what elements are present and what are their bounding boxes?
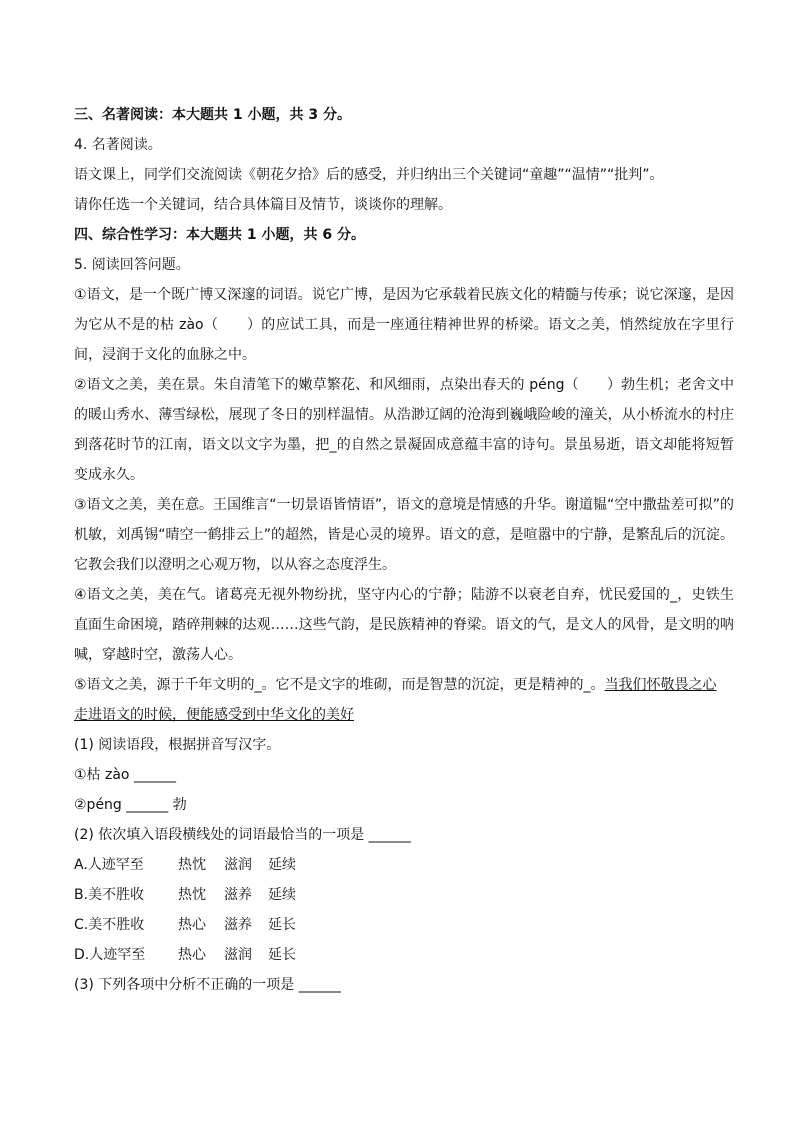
- underlined-sentence-part-2: 走进语文的时候，便能感受到中华文化的美好: [74, 707, 354, 723]
- option-label: A.人迹罕至: [74, 857, 144, 873]
- option-d: [74, 940, 734, 970]
- option-label: D.人迹罕至: [74, 947, 146, 963]
- question-5-title: 5. 阅读回答问题。: [74, 257, 190, 273]
- option-word-2: 滋养: [224, 887, 252, 903]
- option-word-1: 热心: [178, 917, 206, 933]
- question-4-text-1: 语文课上，同学们交流阅读《朝花夕拾》后的感受，并归纳出三个关键词“童趣”“温情”“批判”。: [74, 167, 664, 183]
- section-4-title: 四、综合性学习：本大题共 1 小题，共 6 分。: [74, 227, 365, 243]
- option-label: B.美不胜收: [74, 887, 145, 903]
- option-word-3: 延长: [268, 917, 296, 933]
- option-word-3: 延长: [268, 947, 296, 963]
- option-word-2: 滋润: [224, 857, 252, 873]
- underlined-sentence-part-1: 当我们怀敬畏之心: [604, 677, 717, 693]
- option-word-1: 热心: [178, 947, 206, 963]
- option-word-1: 热忱: [178, 857, 206, 873]
- question-4-title: 4. 名著阅读。: [74, 137, 162, 153]
- option-word-1: 热忱: [178, 887, 206, 903]
- passage-paragraph-1: ①语文，是一个既广博又深邃的词语。说它广博，是因为它承载着民族文化的精髓与传承；说它深邃，是因为它从不是的枯 zào（ ）的应试工具，而是一座通往精神世界的桥梁。语文之美，悄然绽放在字里行间，浸润于文化的血脉之中。: [74, 287, 734, 363]
- option-word-2: 滋润: [224, 947, 252, 963]
- section-3-title: 三、名著阅读：本大题共 1 小题，共 3 分。: [74, 107, 351, 123]
- sub-question-1: (1) 阅读语段，根据拼音写汉字。: [74, 737, 281, 753]
- sub-question-2: (2) 依次填入语段横线处的词语最恰当的一项是 ______: [74, 827, 411, 843]
- passage-paragraph-2: ②语文之美，美在景。朱自清笔下的嫩草繁花、和风细雨，点染出春天的 péng（ ）勃生机；老舍文中的暖山秀水、薄雪绿松，展现了冬日的别样温情。从浩渺辽阔的沧海到巍峨险峻的潼关，从小桥流水的村庄到落花时节的江南，语文以文字为墨，把_的自然之景凝固成意蕴丰富的诗句。景虽易逝，语文却能将短暂变成永久。: [74, 377, 734, 483]
- passage-paragraph-4: ④语文之美，美在气。诸葛亮无视外物纷扰，坚守内心的宁静；陆游不以衰老自弃，忧民爱国的_，史铁生直面生命困境，踏碎荆棘的达观……这些气韵，是民族精神的脊梁。语文的气，是文人的风骨，是文明的呐喊，穿越时空，激荡人心。: [74, 587, 734, 663]
- passage-paragraph-3: ③语文之美，美在意。王国维言“一切景语皆情语”，语文的意境是情感的升华。谢道韫“空中撒盐差可拟”的机敏，刘禹锡“晴空一鹤排云上”的超然，皆是心灵的境界。语文的意，是喧嚣中的宁静，是繁乱后的沉淀。它教会我们以澄明之心观万物，以从容之态度浮生。: [74, 497, 734, 573]
- sub-question-1-blank-a: ①枯 zào ______: [74, 767, 176, 783]
- sub-question-1-blank-b: ②péng ______ 勃: [74, 797, 187, 813]
- option-b: [74, 880, 734, 910]
- question-4-text-2: 请你任选一个关键词，结合具体篇目及情节，谈谈你的理解。: [74, 197, 452, 213]
- option-label: C.美不胜收: [74, 917, 145, 933]
- option-word-2: 滋养: [224, 917, 252, 933]
- option-word-3: 延续: [268, 857, 296, 873]
- option-c: [74, 910, 734, 940]
- sub-question-3: (3) 下列各项中分析不正确的一项是 ______: [74, 977, 341, 993]
- option-a: [74, 850, 734, 880]
- option-word-3: 延续: [268, 887, 296, 903]
- exam-page: [74, 100, 734, 1000]
- passage-paragraph-5-text: ⑤语文之美，源于千年文明的_。它不是文字的堆砌，而是智慧的沉淀，更是精神的_。: [74, 677, 605, 693]
- passage-paragraph-5: [74, 670, 734, 730]
